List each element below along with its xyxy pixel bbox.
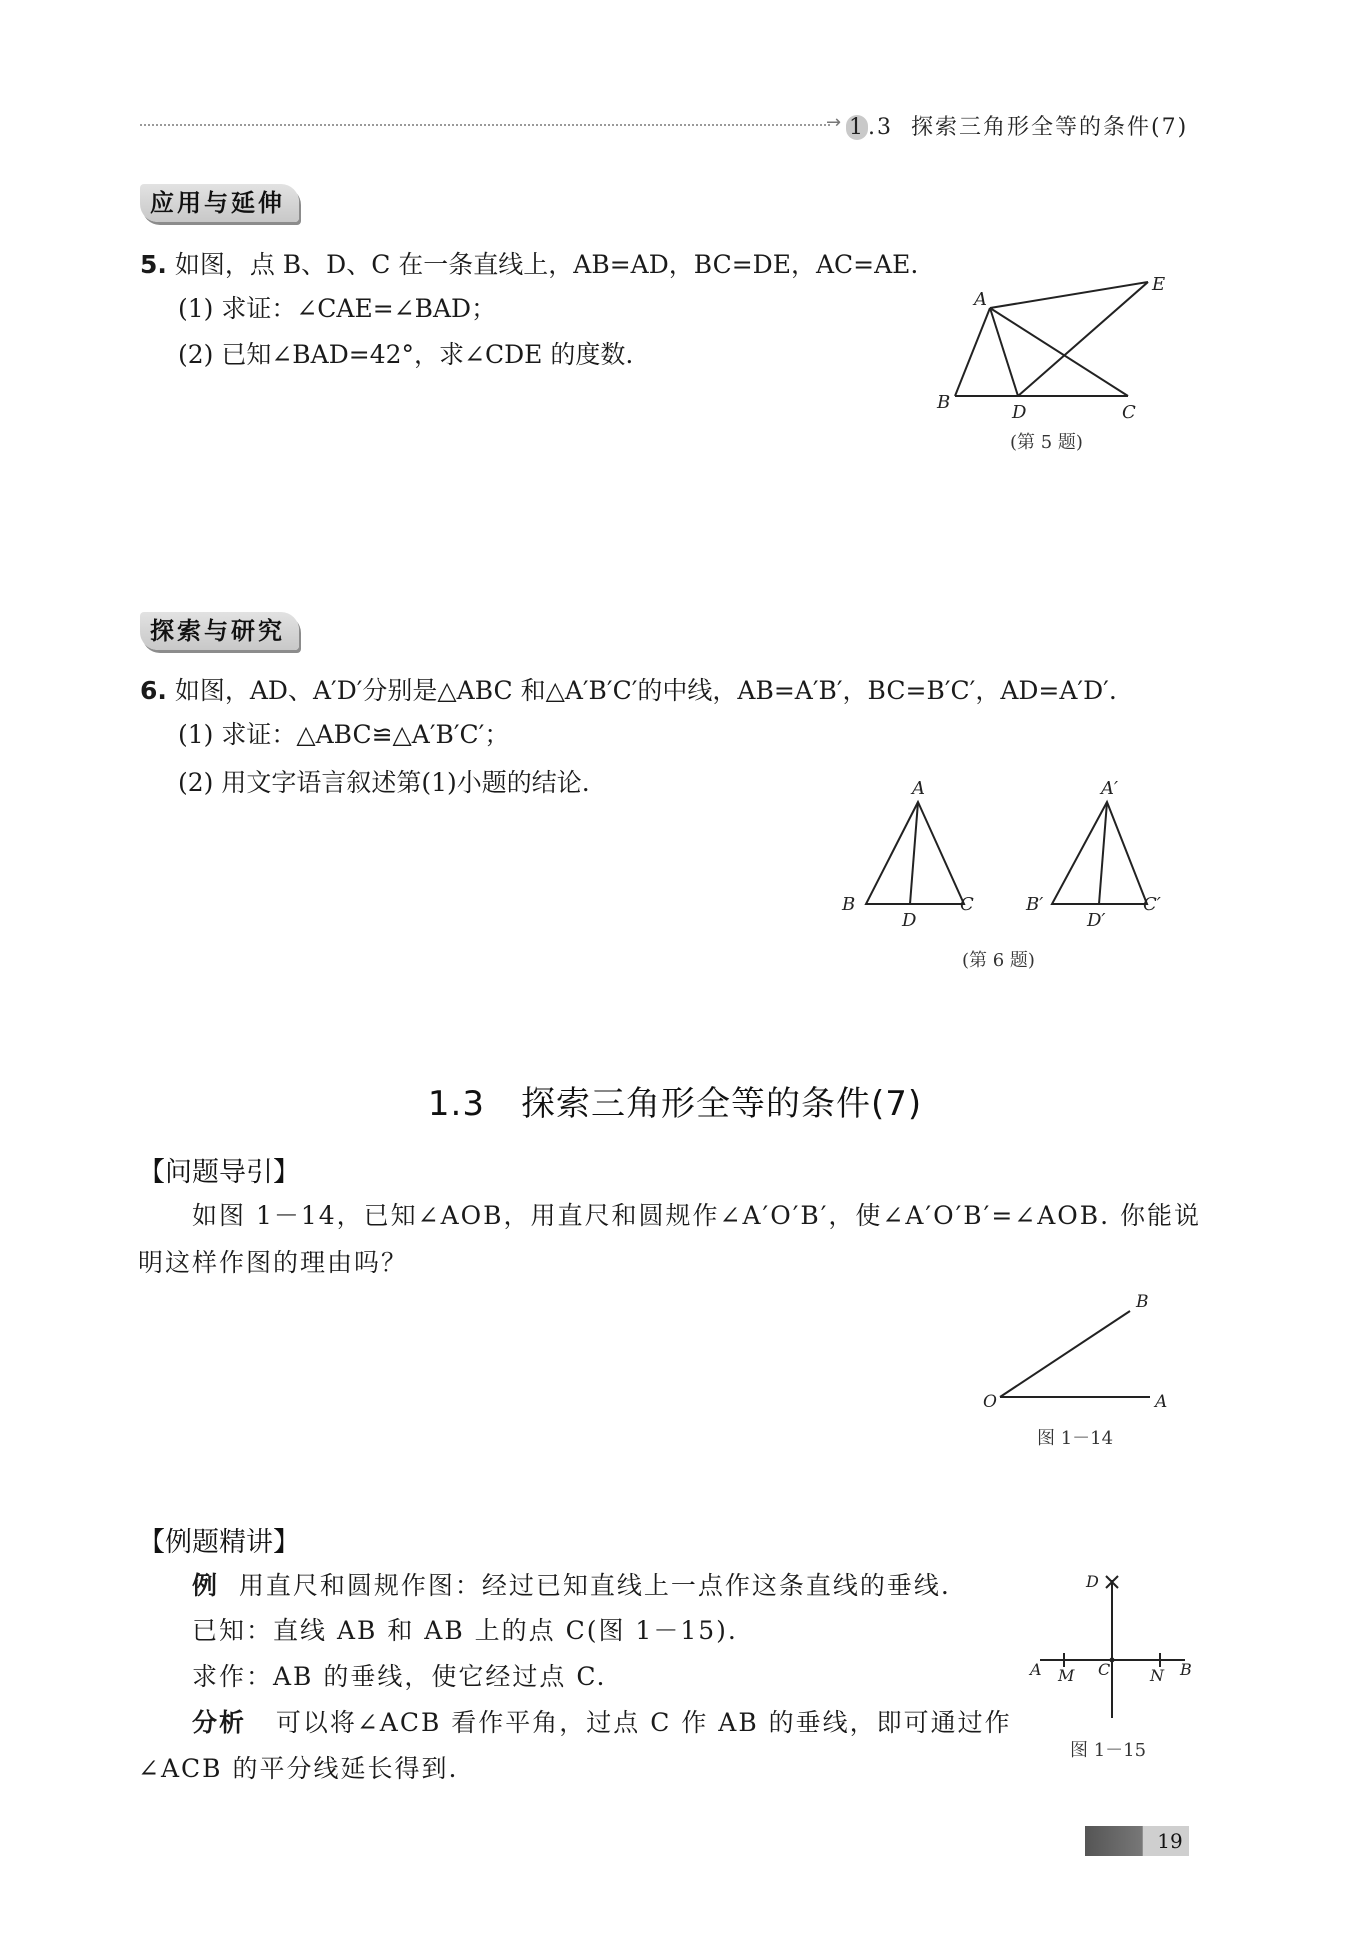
q5-number: 5. (140, 250, 167, 279)
section-title (0, 1076, 1350, 1125)
analysis-text1: 可以将∠ACB 看作平角，过点 C 作 AB 的垂线，即可通过作 (275, 1708, 1012, 1737)
tag-apply-extend: 应用与延伸 (140, 184, 299, 222)
q5-part1: (1) 求证：∠CAE=∠BAD； (178, 294, 497, 323)
analysis-label: 分析 (192, 1708, 247, 1737)
q6-label-B2: B′ (1026, 894, 1044, 915)
q6-label-B: B (842, 894, 856, 915)
header-arrow-icon: → (826, 112, 842, 133)
intro-heading: 【问题导引】 (138, 1157, 300, 1188)
q5-part2: (2) 已知∠BAD=42°，求∠CDE 的度数. (178, 340, 634, 369)
example-analysis-line2: ∠ACB 的平分线延长得到. (138, 1754, 459, 1783)
q6-label-C: C (960, 894, 974, 915)
example-given: 已知：直线 AB 和 AB 上的点 C(图 1－15). (192, 1616, 738, 1645)
q5-label-A: A (974, 289, 987, 310)
q5-stem-line (140, 248, 918, 282)
q5-label-D: D (1012, 402, 1027, 420)
fig-1-14-label-B: B (1136, 1292, 1149, 1312)
header-section-rest: .3 (868, 115, 893, 140)
q6-label-D2: D′ (1087, 910, 1106, 931)
fig-1-15 (1020, 1560, 1200, 1730)
example-analysis-line1 (192, 1699, 1012, 1746)
q5-label-B: B (937, 392, 951, 413)
fig-1-15-label-B: B (1180, 1660, 1192, 1679)
q5-seg-AD (990, 308, 1018, 396)
example-text: 用直尺和圆规作图：经过已知直线上一点作这条直线的垂线. (238, 1571, 951, 1600)
tag-explore-research: 探索与研究 (140, 612, 299, 650)
q6-figure (830, 770, 1190, 940)
q5-label-E: E (1152, 274, 1166, 295)
fig-1-15-label-D: D (1086, 1572, 1099, 1591)
q5-seg-AB (955, 308, 990, 396)
q6-part1: (1) 求证：△ABC≌△A′B′C′； (178, 720, 510, 749)
example-heading: 【例题精讲】 (138, 1527, 300, 1558)
q5-label-C: C (1122, 402, 1136, 420)
fig-1-14-ray-OB (1000, 1311, 1130, 1397)
header-rule (140, 124, 830, 126)
fig-1-14-caption: 图 1－14 (1037, 1428, 1114, 1449)
example-line (192, 1562, 951, 1609)
intro-line2: 明这样作图的理由吗？ (138, 1248, 409, 1277)
page-number: 19 (1157, 1829, 1183, 1853)
q6-label-A: A (912, 778, 925, 799)
q6-median-A2D2 (1099, 802, 1107, 904)
q6-caption: (第 6 题) (962, 950, 1035, 971)
q6-stem: 如图，AD、A′D′分别是△ABC 和△A′B′C′的中线，AB=A′B′，BC=B′C′，AD=A′D′. (174, 676, 1117, 705)
fig-1-15-point-C (1110, 1658, 1115, 1663)
q6-number: 6. (140, 676, 167, 705)
q6-label-D: D (902, 910, 917, 931)
header-title: 探索三角形全等的条件(7) (911, 115, 1189, 140)
q5-stem: 如图，点 B、D、C 在一条直线上，AB=AD，BC=DE，AC=AE. (174, 250, 919, 279)
q5-caption: (第 5 题) (1010, 432, 1083, 453)
q6-label-A2: A′ (1101, 778, 1119, 799)
q6-label-C2: C′ (1143, 894, 1161, 915)
fig-1-14-label-A: A (1155, 1392, 1168, 1412)
section-title-text: 探索三角形全等的条件(7) (520, 1084, 923, 1124)
header-section-badge: 1 (846, 115, 868, 140)
q6-stem-line (140, 674, 1117, 708)
example-construct: 求作：AB 的垂线，使它经过点 C. (192, 1662, 607, 1691)
fig-1-15-label-C: C (1098, 1660, 1111, 1679)
section-number: 1.3 (427, 1084, 485, 1124)
q6-part2: (2) 用文字语言叙述第(1)小题的结论. (178, 768, 590, 797)
fig-1-15-label-M: M (1058, 1666, 1075, 1685)
fig-1-15-caption: 图 1－15 (1070, 1740, 1147, 1761)
fig-1-15-label-A: A (1030, 1660, 1042, 1679)
intro-line1: 如图 1－14，已知∠AOB，用直尺和圆规作∠A′O′B′，使∠A′O′B′=∠AOB. 你能说 (192, 1201, 1202, 1230)
fig-1-15-label-N: N (1150, 1666, 1164, 1685)
q5-figure (930, 270, 1190, 420)
example-label: 例 (192, 1571, 220, 1600)
fig-1-14 (975, 1285, 1185, 1415)
q5-seg-AC (990, 308, 1128, 396)
fig-1-14-label-O: O (983, 1392, 997, 1412)
running-header (846, 110, 1188, 141)
